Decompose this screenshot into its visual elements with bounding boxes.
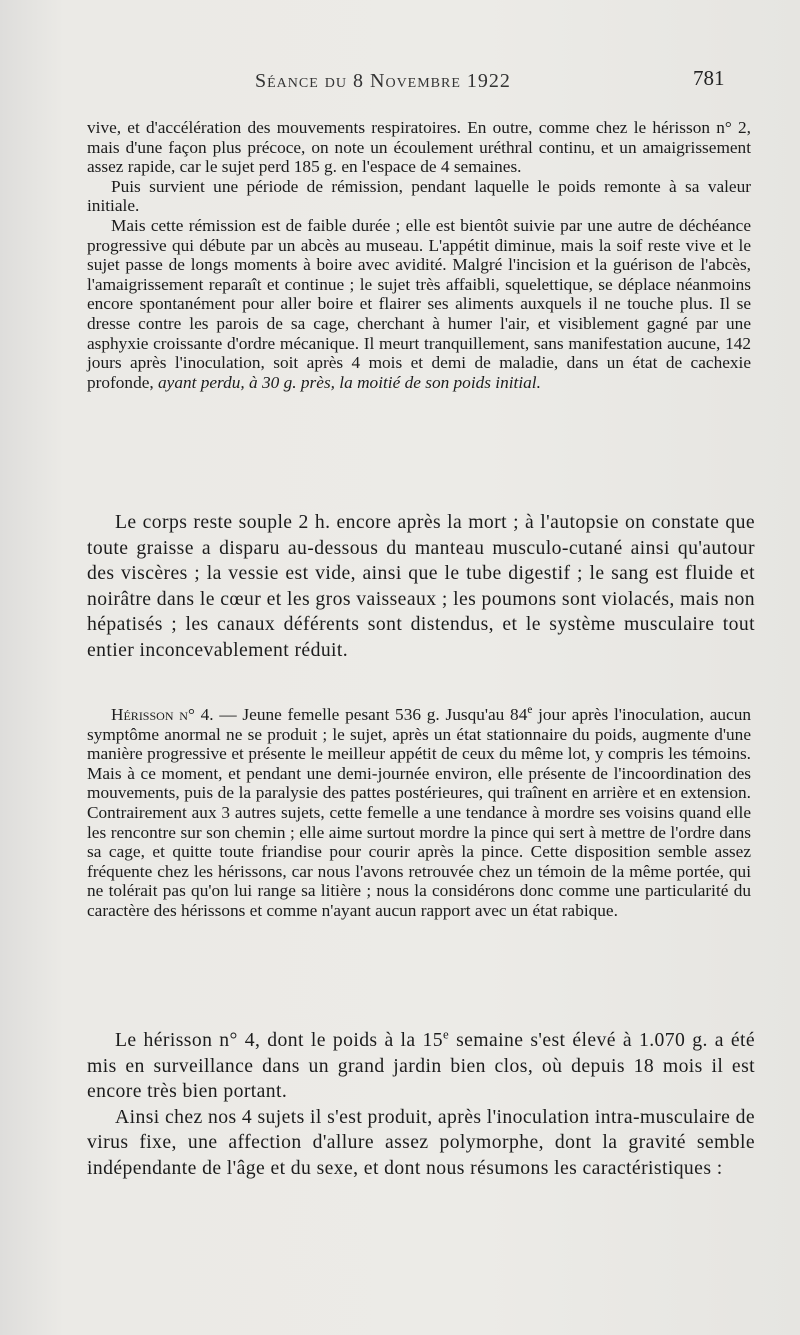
- page-number: 781: [693, 66, 725, 90]
- paragraph-6: [87, 1028, 755, 1105]
- text-block-case4: [87, 705, 751, 921]
- paragraph-6-text-a: Le hérisson n° 4, dont le poids à la 15: [115, 1029, 444, 1051]
- paragraph-3: [87, 216, 751, 392]
- paragraph-5-text-b: jour après l'inoculation, aucun symptôme anormal ne se produit ; le sujet, après un état stationnaire du poids, augmente d'une manière progressive et présente le meilleur appétit de ceux du même lot, y compris les témoins. Mais à ce moment, et pendant une demi-journée environ, elle présente de l'incoordination des mouvements, puis de la paralysie des pattes postérieures, qui traînent en arrière et en extension. Contrairement aux 3 autres sujets, cette femelle a une tendance à mordre ses voisins quand elle les rencontre sur son chemin ; elle aime surtout mordre la pince qui sert à mettre de l'ordre dans sa cage, et quitte toute friandise pour courir après la pince. Cette disposition semble assez fréquente chez les hérissons, car nous l'avons retrouvée chez un témoin de la même portée, qui ne tolérait pas qu'on lui range sa litière ; nous la considérons donc comme une particularité du caractère des hérissons et comme n'ayant aucun rapport avec un état rabique.: [87, 705, 751, 920]
- running-title-part1: Séance du 8: [255, 70, 371, 92]
- paragraph-7: Ainsi chez nos 4 sujets il s'est produit, après l'inoculation intra-musculaire de virus fixe, une affection d'allure assez polymorphe, dont la gravité semble indépendante de l'âge et du sexe, et dont nous résumons les caractéristiques :: [87, 1105, 755, 1179]
- running-title-part2: Novembre: [370, 70, 461, 92]
- paragraph-4: Le corps reste souple 2 h. encore après la mort ; à l'autopsie on constate que toute graisse a disparu au-dessous du manteau musculo-cutané ainsi qu'autour des viscères ; la vessie est vide, ainsi que le tube digestif ; le sang est fluide et noirâtre dans le cœur et les gros vaisseaux ; les poumons sont violacés, mais non hépatisés ; les canaux déférents sont distendus, et le système musculaire tout entier inconcevablement réduit.: [87, 511, 755, 661]
- autopsy-block: [87, 510, 755, 663]
- case-label: Hérisson: [111, 705, 174, 724]
- running-header: [255, 70, 511, 93]
- paragraph-5-sup: e: [527, 704, 533, 717]
- case-number: n° 4.: [173, 705, 214, 724]
- paragraph-3-text: Mais cette rémission est de faible durée ; elle est bientôt suivie par une autre de déchéance progressive qui débute par un abcès au museau. L'appétit diminue, mais la soif reste vive et le sujet passe de longs moments à boire avec avidité. Malgré l'incision et la guérison de l'abcès, l'amaigrissement reparaît et continue ; le sujet très affaibli, squelettique, se déplace néanmoins encore spontanément pour aller boire et flairer ses aliments auxquels il ne touche plus. Il se dresse contre les parois de sa cage, cherchant à humer l'air, et visiblement gagné par une asphyxie croissante d'ordre mécanique. Il meurt tranquillement, sans manifestation aucune, 142 jours après l'inoculation, soit après 4 mois et demi de maladie, dans un état de cachexie profonde,: [87, 215, 751, 392]
- text-block-case3: [87, 118, 751, 392]
- conclusion-block: [87, 1028, 755, 1181]
- paragraph-5: [87, 705, 751, 921]
- paragraph-5-text-a: — Jeune femelle pesant 536 g. Jusqu'au 84: [213, 705, 528, 724]
- paragraph-3-italic: ayant perdu, à 30 g. près, la moitié de son poids initial.: [158, 372, 541, 392]
- paragraph-6-text-b: semaine s'est élevé à 1.070 g. a été mis en surveillance dans un grand jardin bien clos, où depuis 18 mois il est encore très bien portant.: [87, 1029, 755, 1102]
- paragraph-1: vive, et d'accélération des mouvements respiratoires. En outre, comme chez le hérisson n° 2, mais d'une façon plus précoce, on note un écoulement uréthral continu, et un amaigrissement assez rapide, car le sujet perd 185 g. en l'espace de 4 semaines.: [87, 118, 751, 177]
- paragraph-6-sup: e: [443, 1027, 450, 1042]
- running-title-part3: 1922: [460, 70, 511, 92]
- paragraph-2: Puis survient une période de rémission, pendant laquelle le poids remonte à sa valeur initiale.: [87, 176, 751, 216]
